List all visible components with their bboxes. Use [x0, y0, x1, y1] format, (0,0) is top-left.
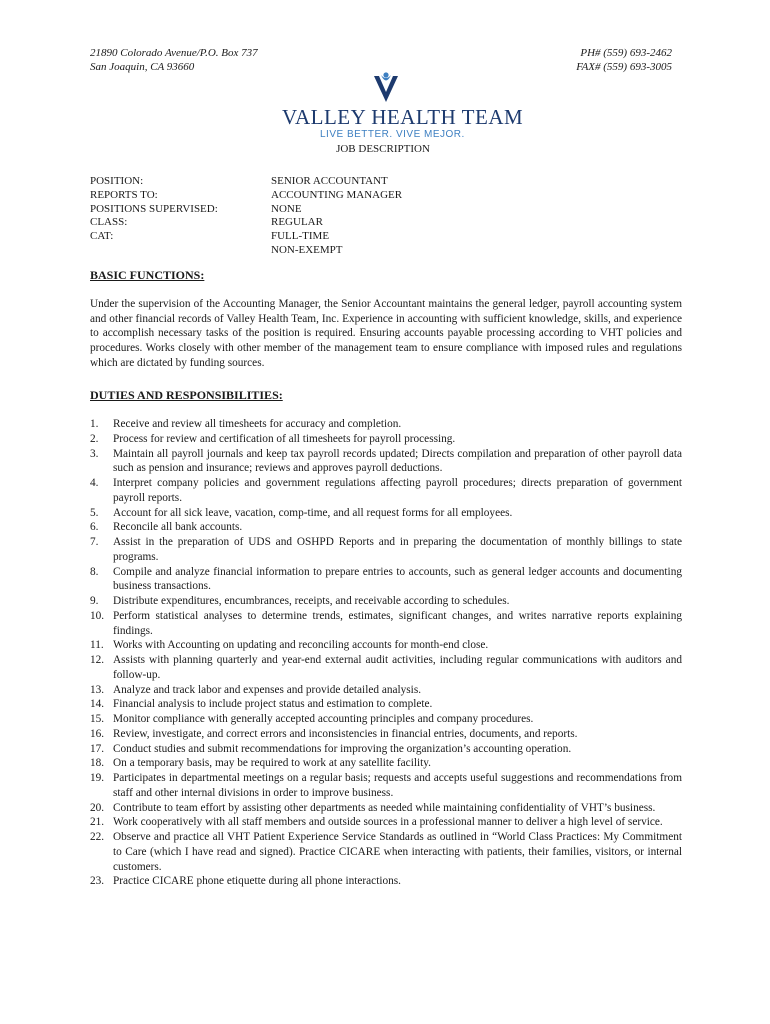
list-item [90, 594, 682, 609]
list-item [90, 683, 682, 698]
list-item-text: Works with Accounting on updating and reconciling accounts for month-end close. [113, 639, 489, 652]
list-item [90, 447, 682, 477]
duties-section [90, 388, 682, 403]
list-item-number: 15. [90, 713, 105, 725]
list-item-text: Contribute to team effort by assisting other departments as needed while maintaining confidentiality of VHT’s business. [113, 801, 656, 814]
list-item [90, 727, 682, 742]
list-item-text: Practice CICARE phone etiquette during all phone interactions. [113, 875, 401, 888]
list-item-text: Work cooperatively with all staff members and outside sources in a professional manner to deliver a high level of service. [113, 816, 663, 829]
list-item-text: Reconcile all bank accounts. [113, 521, 243, 534]
list-item-text: Perform statistical analyses to determine trends, estimates, significant changes, and writes narrative reports explaining findings. [113, 609, 682, 637]
list-item-number: 12. [90, 654, 105, 666]
address-line-1: 21890 Colorado Avenue/P.O. Box 737 [90, 47, 258, 59]
list-item [90, 756, 682, 771]
list-item-number: 16. [90, 727, 105, 740]
address-line-2: San Joaquin, CA 93660 [90, 61, 195, 73]
info-row [90, 230, 402, 244]
list-item-text: Participates in departmental meetings on a regular basis; requests and accepts useful suggestions and recommendations from staff and other internal divisions in order to improve business. [113, 772, 682, 799]
duties-heading: DUTIES AND RESPONSIBILITIES: [90, 388, 283, 402]
list-item-number: 8. [90, 565, 99, 578]
valley-health-team-logo [280, 72, 524, 142]
logo-mark-icon [373, 72, 399, 104]
info-row [90, 189, 402, 203]
info-row [90, 203, 402, 217]
list-item [90, 609, 682, 639]
list-item-number: 6. [90, 521, 99, 534]
info-row [90, 216, 402, 230]
list-item-number: 23. [90, 875, 105, 888]
basic-functions-section [90, 268, 682, 283]
list-item [90, 815, 682, 830]
list-item [90, 432, 682, 447]
list-item-number: 20. [90, 801, 105, 814]
list-item-text: Assist in the preparation of UDS and OSHPD Reports and in preparing the documentation of monthly billings to state programs. [113, 536, 682, 563]
list-item-number: 9. [90, 595, 99, 607]
list-item-text: Monitor compliance with generally accepted accounting principles and company procedures. [113, 713, 534, 725]
list-item-number: 11. [90, 639, 104, 652]
list-item-number: 13. [90, 683, 105, 696]
info-value: REGULAR [271, 216, 323, 229]
list-item [90, 506, 682, 521]
list-item-number: 21. [90, 816, 105, 829]
list-item [90, 712, 682, 727]
list-item-text: Receive and review all timesheets for accuracy and completion. [113, 418, 402, 430]
info-value: NONE [271, 202, 302, 215]
logo-name: VALLEY HEALTH TEAM [282, 105, 524, 129]
document-title [0, 143, 770, 155]
position-info-block [90, 175, 402, 258]
list-item [90, 565, 682, 595]
contact-block [576, 46, 672, 74]
list-item-number: 3. [90, 447, 99, 460]
info-value: FULL-TIME [271, 230, 330, 243]
info-label: REPORTS TO: [90, 188, 158, 201]
list-item-text: On a temporary basis, may be required to work at any satellite facility. [113, 757, 431, 770]
list-item-text: Interpret company policies and government regulations affecting payroll procedures; directs preparation of government payroll reports. [113, 477, 682, 504]
list-item [90, 771, 682, 801]
info-value: NON-EXEMPT [271, 243, 343, 256]
duties-list [90, 417, 682, 889]
list-item-number: 1. [90, 418, 99, 430]
list-item-text: Financial analysis to include project status and estimation to complete. [113, 698, 433, 711]
list-item-text: Conduct studies and submit recommendations for improving the organization’s accounting operation. [113, 742, 572, 755]
list-item [90, 653, 682, 683]
list-item [90, 520, 682, 535]
list-item-text: Process for review and certification of all timesheets for payroll processing. [113, 432, 456, 445]
list-item [90, 801, 682, 816]
document-title-text: JOB DESCRIPTION [336, 143, 430, 155]
list-item-text: Analyze and track labor and expenses and provide detailed analysis. [113, 683, 422, 696]
info-label [90, 244, 271, 258]
list-item-number: 19. [90, 772, 105, 784]
list-item [90, 874, 682, 889]
list-item [90, 742, 682, 757]
list-item-number: 18. [90, 757, 105, 770]
list-item [90, 638, 682, 653]
info-label: CAT: [90, 230, 114, 243]
info-value: ACCOUNTING MANAGER [271, 188, 403, 201]
list-item-text: Compile and analyze financial information to prepare entries to accounts, such as general ledger accounts and documenting business transactions. [113, 565, 682, 593]
list-item-number: 5. [90, 506, 99, 519]
phone-number: PH# (559) 693-2462 [580, 47, 672, 59]
list-item [90, 697, 682, 712]
list-item [90, 476, 682, 506]
info-label: POSITION: [90, 175, 144, 187]
list-item-text: Assists with planning quarterly and year-end external audit activities, including regular communications with auditors and follow-up. [113, 654, 682, 681]
list-item-number: 4. [90, 477, 99, 489]
info-row [90, 175, 402, 189]
list-item-number: 7. [90, 536, 99, 548]
info-row [90, 244, 402, 258]
basic-functions-heading: BASIC FUNCTIONS: [90, 268, 205, 282]
address-block [90, 46, 258, 74]
list-item [90, 535, 682, 565]
list-item-number: 2. [90, 432, 99, 445]
info-value: SENIOR ACCOUNTANT [271, 175, 388, 187]
info-label: CLASS: [90, 216, 128, 229]
list-item-number: 14. [90, 698, 105, 711]
list-item-text: Review, investigate, and correct errors and inconsistencies in financial entries, documents, and reports. [113, 727, 578, 740]
list-item-number: 17. [90, 742, 105, 755]
list-item-number: 22. [90, 831, 105, 843]
list-item [90, 830, 682, 874]
info-label: POSITIONS SUPERVISED: [90, 202, 218, 215]
list-item-text: Account for all sick leave, vacation, comp-time, and all request forms for all employees. [113, 506, 513, 519]
list-item-text: Observe and practice all VHT Patient Experience Service Standards as outlined in “World Class Practices: My Commitment to Care (which I have read and signed). Practice CICARE when interacting with patients, their families, visitors, or internal customers. [113, 831, 682, 873]
list-item [90, 417, 682, 432]
logo-tagline: LIVE BETTER. VIVE MEJOR. [320, 129, 465, 140]
fax-number: FAX# (559) 693-3005 [576, 61, 672, 73]
list-item-text: Maintain all payroll journals and keep tax payroll records updated; Directs compilation and preparation of other payroll data such as pension and insurance; reviews and approves payroll deductions. [113, 447, 682, 475]
list-item-number: 10. [90, 609, 105, 622]
basic-functions-text: Under the supervision of the Accounting Manager, the Senior Accountant maintains the general ledger, payroll accounting system and other financial records of Valley Health Team, Inc. Experience in accounting with sufficient knowledge, skills, and experience to accomplish necessary tasks of the position is required. Ensuring accounts payable processing according to VHT policies and procedures. Works closely with other member of the management team to ensure compliance with imposed rules and regulations which are dictated by funding sources. [90, 298, 682, 369]
list-item-text: Distribute expenditures, encumbrances, receipts, and receivable according to schedules. [113, 595, 510, 607]
